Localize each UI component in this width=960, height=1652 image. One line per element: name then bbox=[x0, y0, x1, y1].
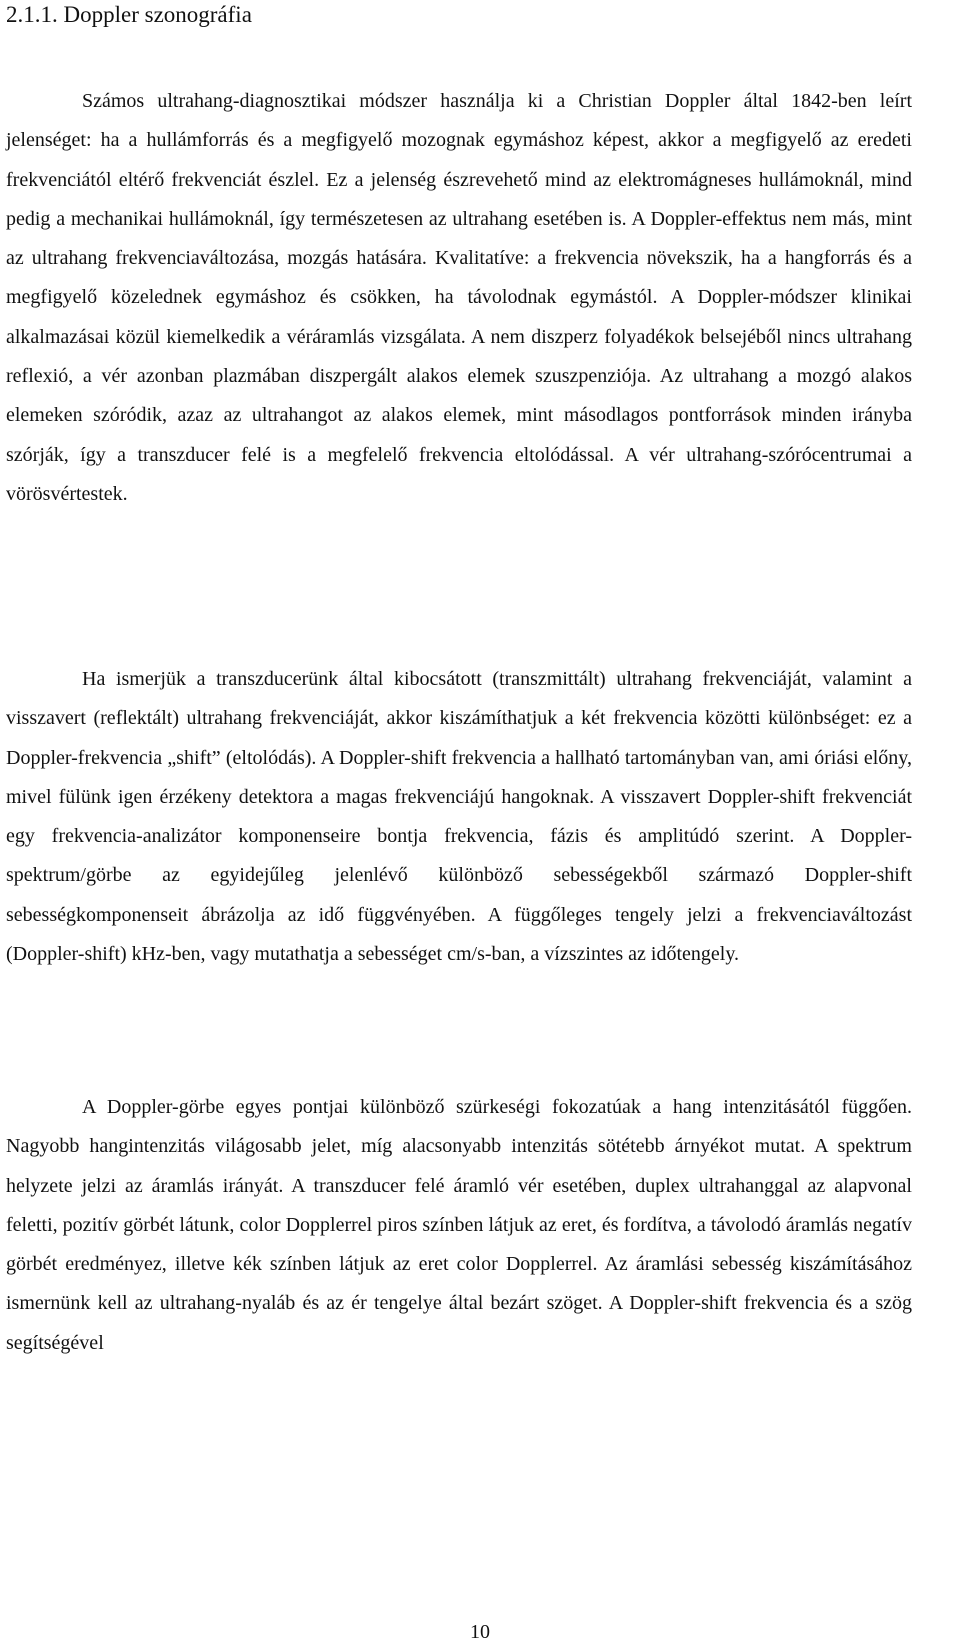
page-number: 10 bbox=[470, 1621, 490, 1643]
paragraph-doppler-shift: Ha ismerjük a transzducerünk által kibocsátott (transzmittált) ultrahang frekvenciáját, valamint a visszavert (reflektált) ultrahang frekvenciáját, akkor kiszámíthatjuk a két frekvencia közötti különbséget: ez a Doppler-frekvencia „shift” (eltolódás). A Doppler-shift frekvencia a hallható tartományban van, ami óriási előny, mivel fülünk igen érzékeny detektora a magas frekvenciájú hangoknak. A visszavert Doppler-shift frekvenciát egy frekvencia-analizátor komponenseire bontja frekvencia, fázis és amplitúdó szerint. A Doppler-spektrum/görbe az egyidejűleg jelenlévő különböző sebességekből származó Doppler-shift sebességkomponenseit ábrázolja az idő függvényében. A függőleges tengely jelzi a frekvenciaváltozást (Doppler-shift) kHz-ben, vagy mutathatja a sebességet cm/s-ban, a vízszintes az időtengely. bbox=[6, 668, 912, 966]
section-heading: 2.1.1. Doppler szonográfia bbox=[6, 2, 252, 27]
paragraph-doppler-intro: Számos ultrahang-diagnosztikai módszer használja ki a Christian Doppler által 1842-ben leírt jelenséget: ha a hullámforrás és a megfigyelő mozognak egymáshoz képest, akkor a megfigyelő az eredeti frekvenciától eltérő frekvenciát észlel. Ez a jelenség észrevehető mind az elektromágneses hullámoknál, mind pedig a mechanikai hullámoknál, így természetesen az ultrahang esetében is. A Doppler-effektus nem más, mint az ultrahang frekvenciaváltozása, mozgás hatására. Kvalitatíve: a frekvencia növekszik, ha a hangforrás és a megfigyelő közelednek egymáshoz és csökken, ha távolodnak egymástól. A Doppler-módszer klinikai alkalmazásai közül kiemelkedik a véráramlás vizsgálata. A nem diszperz folyadékok belsejéből nincs ultrahang reflexió, a vér azonban plazmában diszpergált alakos elemek szuszpenziója. Az ultrahang a mozgó alakos elemeken szóródik, azaz az ultrahangot az alakos elemek, mint másodlagos pontforrások minden irányba szórják, így a transzducer felé is a megfelelő frekvencia eltolódással. A vér ultrahang-szórócentrumai a vörösvértestek. bbox=[6, 90, 912, 505]
paragraph-doppler-curve: A Doppler-görbe egyes pontjai különböző szürkeségi fokozatúak a hang intenzitásától függően. Nagyobb hangintenzitás világosabb jelet, míg alacsonyabb intenzitás sötétebb árnyékot mutat. A spektrum helyzete jelzi az áramlás irányát. A transzducer felé áramló vér esetében, duplex ultrahanggal az alapvonal feletti, pozitív görbét látunk, color Dopplerrel piros színben látjuk az eret, és fordítva, a távolodó áramlás negatív görbét eredményez, illetve kék színben látjuk az eret color Dopplerrel. Az áramlási sebesség kiszámításához ismernünk kell az ultrahang-nyaláb és az ér tengelye által bezárt szöget. A Doppler-shift frekvencia és a szög segítségével bbox=[6, 1096, 912, 1354]
